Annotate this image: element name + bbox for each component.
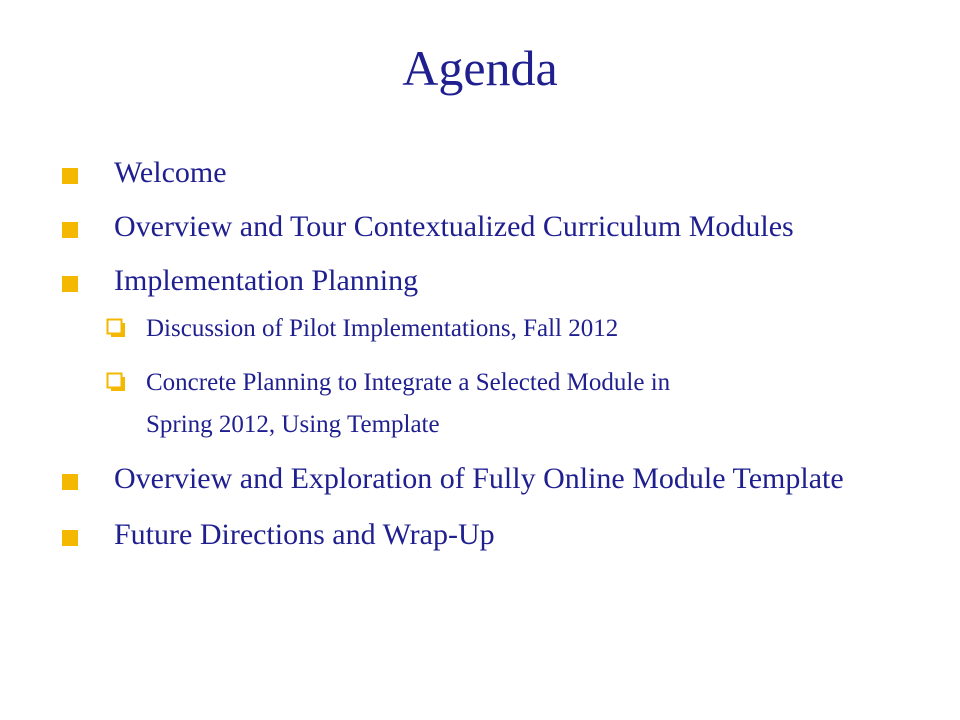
slide-title: Agenda xyxy=(402,40,558,96)
checkbox-bullet-icon xyxy=(106,318,126,338)
checkbox-bullet-icon xyxy=(106,372,126,392)
agenda-item-implementation-planning xyxy=(62,264,942,298)
agenda-item-overview-tour xyxy=(62,210,942,244)
square-bullet-icon xyxy=(62,474,78,490)
agenda-item-future-directions xyxy=(62,518,942,552)
agenda-item-text: Overview and Tour Contextualized Curriculum Modules xyxy=(114,210,794,243)
agenda-item-text: Future Directions and Wrap-Up xyxy=(114,518,495,551)
agenda-list xyxy=(62,150,942,552)
agenda-subitem-text: Discussion of Pilot Implementations, Fall 2012 xyxy=(146,315,619,342)
agenda-item-welcome xyxy=(62,156,942,190)
square-bullet-icon xyxy=(62,222,78,238)
agenda-item-text: Overview and Exploration of Fully Online Module Template xyxy=(114,462,844,495)
square-bullet-icon xyxy=(62,168,78,184)
agenda-subitem-pilot-discussion xyxy=(62,314,942,344)
agenda-subitem-text: Concrete Planning to Integrate a Selected Module in xyxy=(146,369,671,396)
agenda-item-online-template xyxy=(62,462,942,496)
square-bullet-icon xyxy=(62,530,78,546)
agenda-subitem-continuation: Spring 2012, Using Template xyxy=(146,411,440,438)
agenda-item-text: Welcome xyxy=(114,156,227,189)
square-bullet-icon xyxy=(62,276,78,292)
agenda-item-text: Implementation Planning xyxy=(114,264,419,297)
agenda-subitem-concrete-planning xyxy=(62,368,942,452)
